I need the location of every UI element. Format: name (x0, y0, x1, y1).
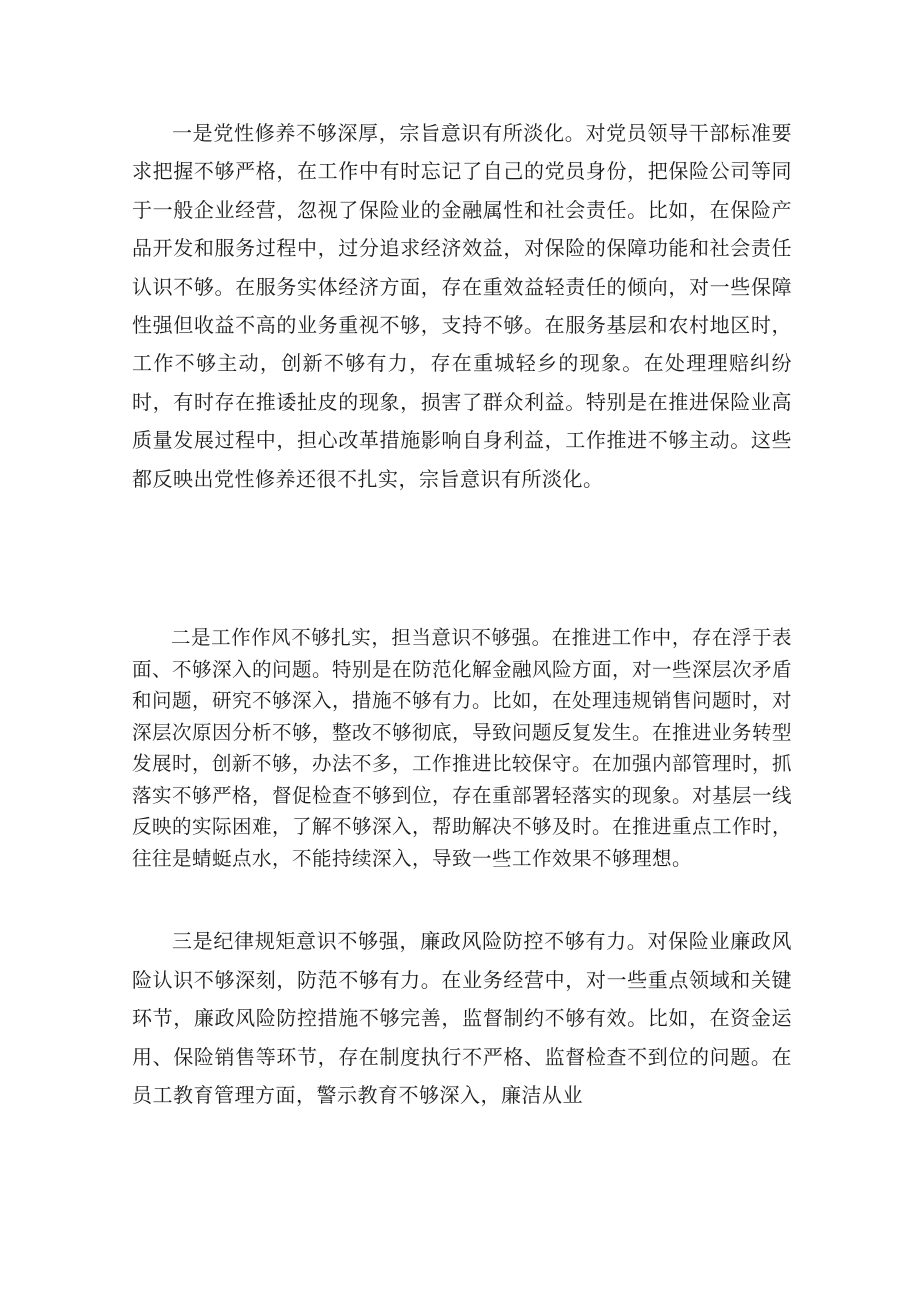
paragraph-3: 三是纪律规矩意识不够强，廉政风险防控不够有力。对保险业廉政风险认识不够深刻，防范不够有力。在业务经营中，对一些重点领域和关键环节，廉政风险防控措施不够完善，监督制约不够有效。比如，在资金运用、保险销售等环节，存在制度执行不严格、监督检查不到位的问题。在员工教育管理方面，警示教育不够深入，廉洁从业 (132, 929, 792, 1108)
paragraph-2: 二是工作作风不够扎实，担当意识不够强。在推进工作中，存在浮于表面、不够深入的问题。特别是在防范化解金融风险方面，对一些深层次矛盾和问题，研究不够深入，措施不够有力。比如，在处理违规销售问题时，对深层次原因分析不够，整改不够彻底，导致问题反复发生。在推进业务转型发展时，创新不够，办法不多，工作推进比较保守。在加强内部管理时，抓落实不够严格，督促检查不够到位，存在重部署轻落实的现象。对基层一线反映的实际困难，了解不够深入，帮助解决不够及时。在推进重点工作时，往往是蜻蜓点水，不能持续深入，导致一些工作效果不够理想。 (132, 626, 793, 870)
paragraph-1: 一是党性修养不够深厚，宗旨意识有所淡化。对党员领导干部标准要求把握不够严格，在工作中有时忘记了自己的党员身份，把保险公司等同于一般企业经营，忽视了保险业的金融属性和社会责任。比如，在保险产品开发和服务过程中，过分追求经济效益，对保险的保障功能和社会责任认识不够。在服务实体经济方面，存在重效益轻责任的倾向，对一些保障性强但收益不高的业务重视不够，支持不够。在服务基层和农村地区时，工作不够主动，创新不够有力，存在重城轻乡的现象。在处理理赔纠纷时，有时存在推诿扯皮的现象，损害了群众利益。特别是在推进保险业高质量发展过程中，担心改革措施影响自身利益，工作推进不够主动。这些都反映出党性修养还很不扎实，宗旨意识有所淡化。 (132, 121, 792, 491)
